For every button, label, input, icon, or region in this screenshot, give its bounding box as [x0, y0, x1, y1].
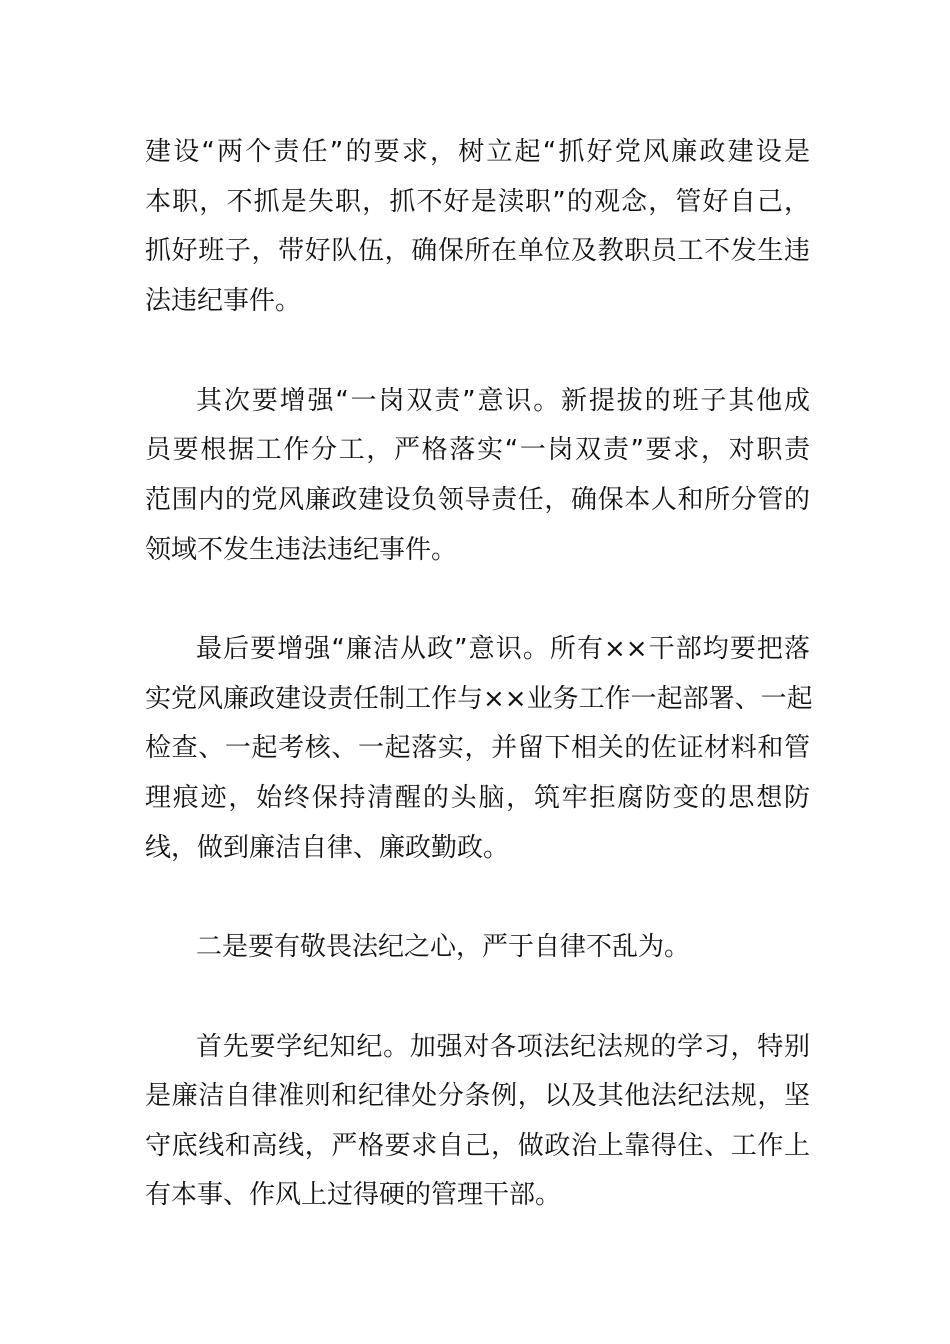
text-line: 建设“两个责任”的要求，树立起“抓好党风廉政建设是 [145, 137, 810, 167]
text-line: 有本事、作风上过得硬的管理干部。 [145, 1180, 562, 1210]
text-line: 线，做到廉洁自律、廉政勤政。 [145, 833, 510, 863]
text-line: 守底线和高线，严格要求自己，做政治上靠得住、工作上 [145, 1131, 810, 1161]
text-line: 抓好班子，带好队伍，确保所在单位及教职员工不发生违 [145, 236, 810, 266]
text-line: 法违纪事件。 [145, 286, 302, 316]
text-line: 其次要增强“一岗双责”意识。新提拔的班子其他成 [196, 386, 810, 416]
text-line: 最后要增强“廉洁从政”意识。所有××干部均要把落 [196, 634, 810, 664]
text-line: 实党风廉政建设责任制工作与××业务工作一起部署、一起 [145, 684, 813, 714]
text-line: 是廉洁自律准则和纪律处分条例，以及其他法纪法规，坚 [145, 1081, 810, 1111]
text-line: 检查、一起考核、一起落实，并留下相关的佐证材料和管 [145, 733, 810, 763]
text-line: 首先要学纪知纪。加强对各项法纪法规的学习，特别 [196, 1032, 810, 1062]
text-line: 员要根据工作分工，严格落实“一岗双责”要求，对职责 [145, 435, 810, 465]
text-line: 领域不发生违法违纪事件。 [145, 535, 458, 565]
text-line: 二是要有敬畏法纪之心，严于自律不乱为。 [196, 932, 691, 962]
text-line: 本职，不抓是失职，抓不好是渎职”的观念，管好自己， [145, 187, 810, 217]
text-line: 范围内的党风廉政建设负领导责任，确保本人和所分管的 [145, 485, 810, 515]
text-line: 理痕迹，始终保持清醒的头脑，筑牢拒腐防变的思想防 [145, 783, 810, 813]
